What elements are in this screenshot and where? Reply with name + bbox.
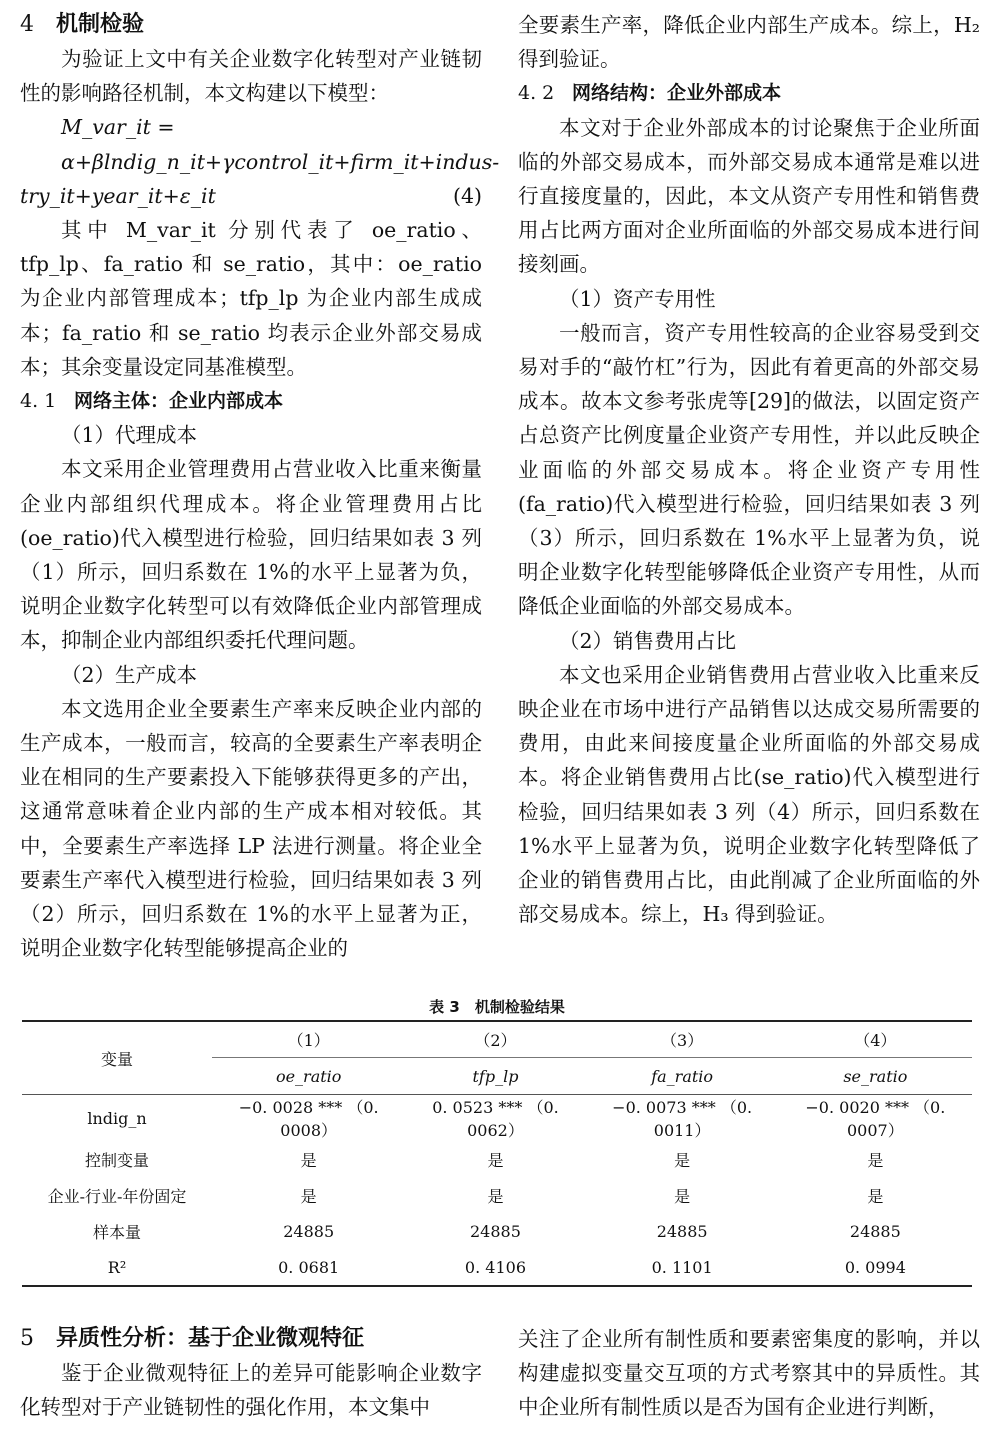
section-5-title: 异质性分析：基于企业微观特征 [56, 1326, 365, 1351]
table-cell: 0. 1101 [651, 1257, 713, 1277]
col-var: oe_ratio [275, 1066, 342, 1086]
section-4-title: 机制检验 [56, 12, 145, 37]
section-5-right-paragraph: 关注了企业所有制性质和要素密集度的影响，并以构建虚拟变量交互项的方式考察其中的异质性。其中企业所有制性质以是否为国有企业进行判断， [518, 1327, 980, 1420]
left-column [20, 8, 500, 965]
section-4-1-heading: 4. 1 网络主体：企业内部成本 [20, 390, 284, 413]
subheading-agency: （1）代理成本 [61, 423, 198, 448]
equation-number: (4) [452, 183, 482, 208]
table-cell: 是 [487, 1150, 504, 1170]
table-cell: 是 [674, 1186, 691, 1206]
table-cell: 是 [300, 1150, 317, 1170]
table-cell: 是 [867, 1186, 884, 1206]
section-4-2-title: 网络结构：企业外部成本 [572, 82, 782, 105]
table-row [22, 1177, 972, 1213]
agency-paragraph: 本文采用企业管理费用占营业收入比重来衡量企业内部组织代理成本。将企业管理费用占比(oe_ratio)代入模型进行检验，回归结果如表 3 列（1）所示，回归系数在 1%的水平上显著为负，说明企业数字化转型可以有效降低企业内部管理成本，抑制企业内部组织委托代理问题。 [20, 457, 482, 653]
equation-line-2-text: try_it+year_it+ε_it [20, 183, 216, 208]
col-var: tfp_lp [472, 1066, 519, 1086]
row-label: lndig_n [87, 1108, 147, 1128]
subheading-asset: （1）资产专用性 [559, 286, 716, 311]
right-column [518, 8, 980, 931]
section-4-2-heading: 4. 2 网络结构：企业外部成本 [518, 82, 782, 105]
table-row [22, 1095, 972, 1142]
section-5-heading: 5 异质性分析：基于企业微观特征 [20, 1326, 365, 1351]
table-cell: 是 [487, 1186, 504, 1206]
table-cell: 0. 0523 *** （0. 0062） [432, 1098, 559, 1140]
table-header-row [22, 1021, 972, 1058]
production-paragraph: 本文选用企业全要素生产率来反映企业内部的生产成本，一般而言，较高的全要素生产率表明企业在相同的生产要素投入下能够获得更多的产出，这通常意味着企业内部的生产成本相对较低。其中，全要素生产率选择 LP 法进行测量。将企业全要素生产率代入模型进行检验，回归结果如表 3 列（2）所示，回归系数在 1%的水平上显著为正，说明企业数字化转型能够提高企业的 [20, 696, 482, 961]
col-num: （3） [586, 1021, 779, 1058]
sales-paragraph: 本文也采用企业销售费用占营业收入比重来反映企业在市场中进行产品销售以达成交易所需要的费用，由此来间接度量企业所面临的外部交易成本。将企业销售费用占比(se_ratio)代入模型进行检验，回归结果如表 3 列（4）所示，回归系数在 1%水平上显著为负，说明企业数字化转型降低了企业的销售费用占比，由此削减了企业所面临的外部交易成本。综上，H₃ 得到验证。 [518, 662, 980, 927]
table-cell: 是 [867, 1150, 884, 1170]
col-num: （1） [212, 1021, 405, 1058]
table-row [22, 1249, 972, 1286]
var-header: 变量 [100, 1049, 133, 1069]
table-cell: 24885 [470, 1221, 521, 1241]
section-4-1-title: 网络主体：企业内部成本 [74, 390, 284, 413]
row-label: R² [107, 1257, 127, 1277]
section-5-left [20, 1322, 482, 1424]
table-cell: 24885 [283, 1221, 335, 1241]
row-label: 企业-行业-年份固定 [47, 1186, 187, 1206]
table-cell: 24885 [656, 1221, 708, 1241]
table-cell: 是 [300, 1186, 317, 1206]
continued-paragraph: 全要素生产率，降低企业内部生产成本。综上，H₂ 得到验证。 [518, 13, 980, 72]
table-cell: −0. 0020 *** （0. 0007） [805, 1098, 946, 1140]
equation-line-2 [20, 179, 482, 213]
subheading-production: （2）生产成本 [61, 662, 198, 687]
subheading-sales: （2）销售费用占比 [559, 628, 737, 653]
external-cost-paragraph: 本文对于企业外部成本的讨论聚焦于企业所面临的外部交易成本，而外部交易成本通常是难以进行直接度量的，因此，本文从资产专用性和销售费用占比两方面对企业所面临的外部交易成本进行间接刻画。 [518, 115, 980, 277]
asset-paragraph: 一般而言，资产专用性较高的企业容易受到交易对手的“敲竹杠”行为，因此有着更高的外部交易成本。故本文参考张虎等[29]的做法，以固定资产占总资产比例度量企业资产专用性，并以此反映企业面临的外部交易成本。将企业资产专用性(fa_ratio)代入模型进行检验，回归结果如表 3 列（3）所示，回归系数在 1%水平上显著为负，说明企业数字化转型能够降低企业资产专用性，从而降低企业面临的外部交易成本。 [518, 320, 980, 619]
equation-line-1: M_var_it = α+βlndig_n_it+γcontrol_it+firm_it+indus- [61, 115, 500, 174]
table-3 [22, 994, 972, 1287]
row-label: 样本量 [92, 1222, 141, 1242]
table-row [22, 1213, 972, 1249]
col-var: fa_ratio [651, 1066, 714, 1086]
table-cell: 0. 0994 [844, 1257, 906, 1277]
col-num: （4） [779, 1021, 972, 1058]
section-5-left-paragraph: 鉴于企业微观特征上的差异可能影响企业数字化转型对于产业链韧性的强化作用，本文集中 [20, 1361, 482, 1420]
col-var: se_ratio [843, 1066, 908, 1086]
table-cell: 0. 0681 [278, 1257, 340, 1277]
table-cell: −0. 0073 *** （0. 0011） [612, 1098, 753, 1140]
table-row [22, 1141, 972, 1177]
table-cell: 24885 [849, 1221, 901, 1241]
row-label: 控制变量 [84, 1150, 149, 1170]
intro-paragraph: 为验证上文中有关企业数字化转型对产业链韧性的影响路径机制，本文构建以下模型： [20, 47, 482, 106]
section-4-heading: 4 机制检验 [20, 12, 145, 37]
table-cell: −0. 0028 *** （0. 0008） [238, 1098, 379, 1140]
where-paragraph: 其中 M_var_it 分别代表了 oe_ratio、tfp_lp、fa_ratio 和 se_ratio，其中：oe_ratio 为企业内部管理成本；tfp_lp 为企业内部生成成本；fa_ratio 和 se_ratio 均表示企业外部交易成本；其余变量设定同基准模型。 [20, 218, 482, 379]
col-num: （2） [405, 1021, 585, 1058]
table-cell: 是 [674, 1150, 691, 1170]
section-5-right [518, 1322, 980, 1425]
table-cell: 0. 4106 [464, 1257, 526, 1277]
results-table [22, 1020, 972, 1287]
table-caption: 表 3 机制检验结果 [429, 998, 565, 1016]
